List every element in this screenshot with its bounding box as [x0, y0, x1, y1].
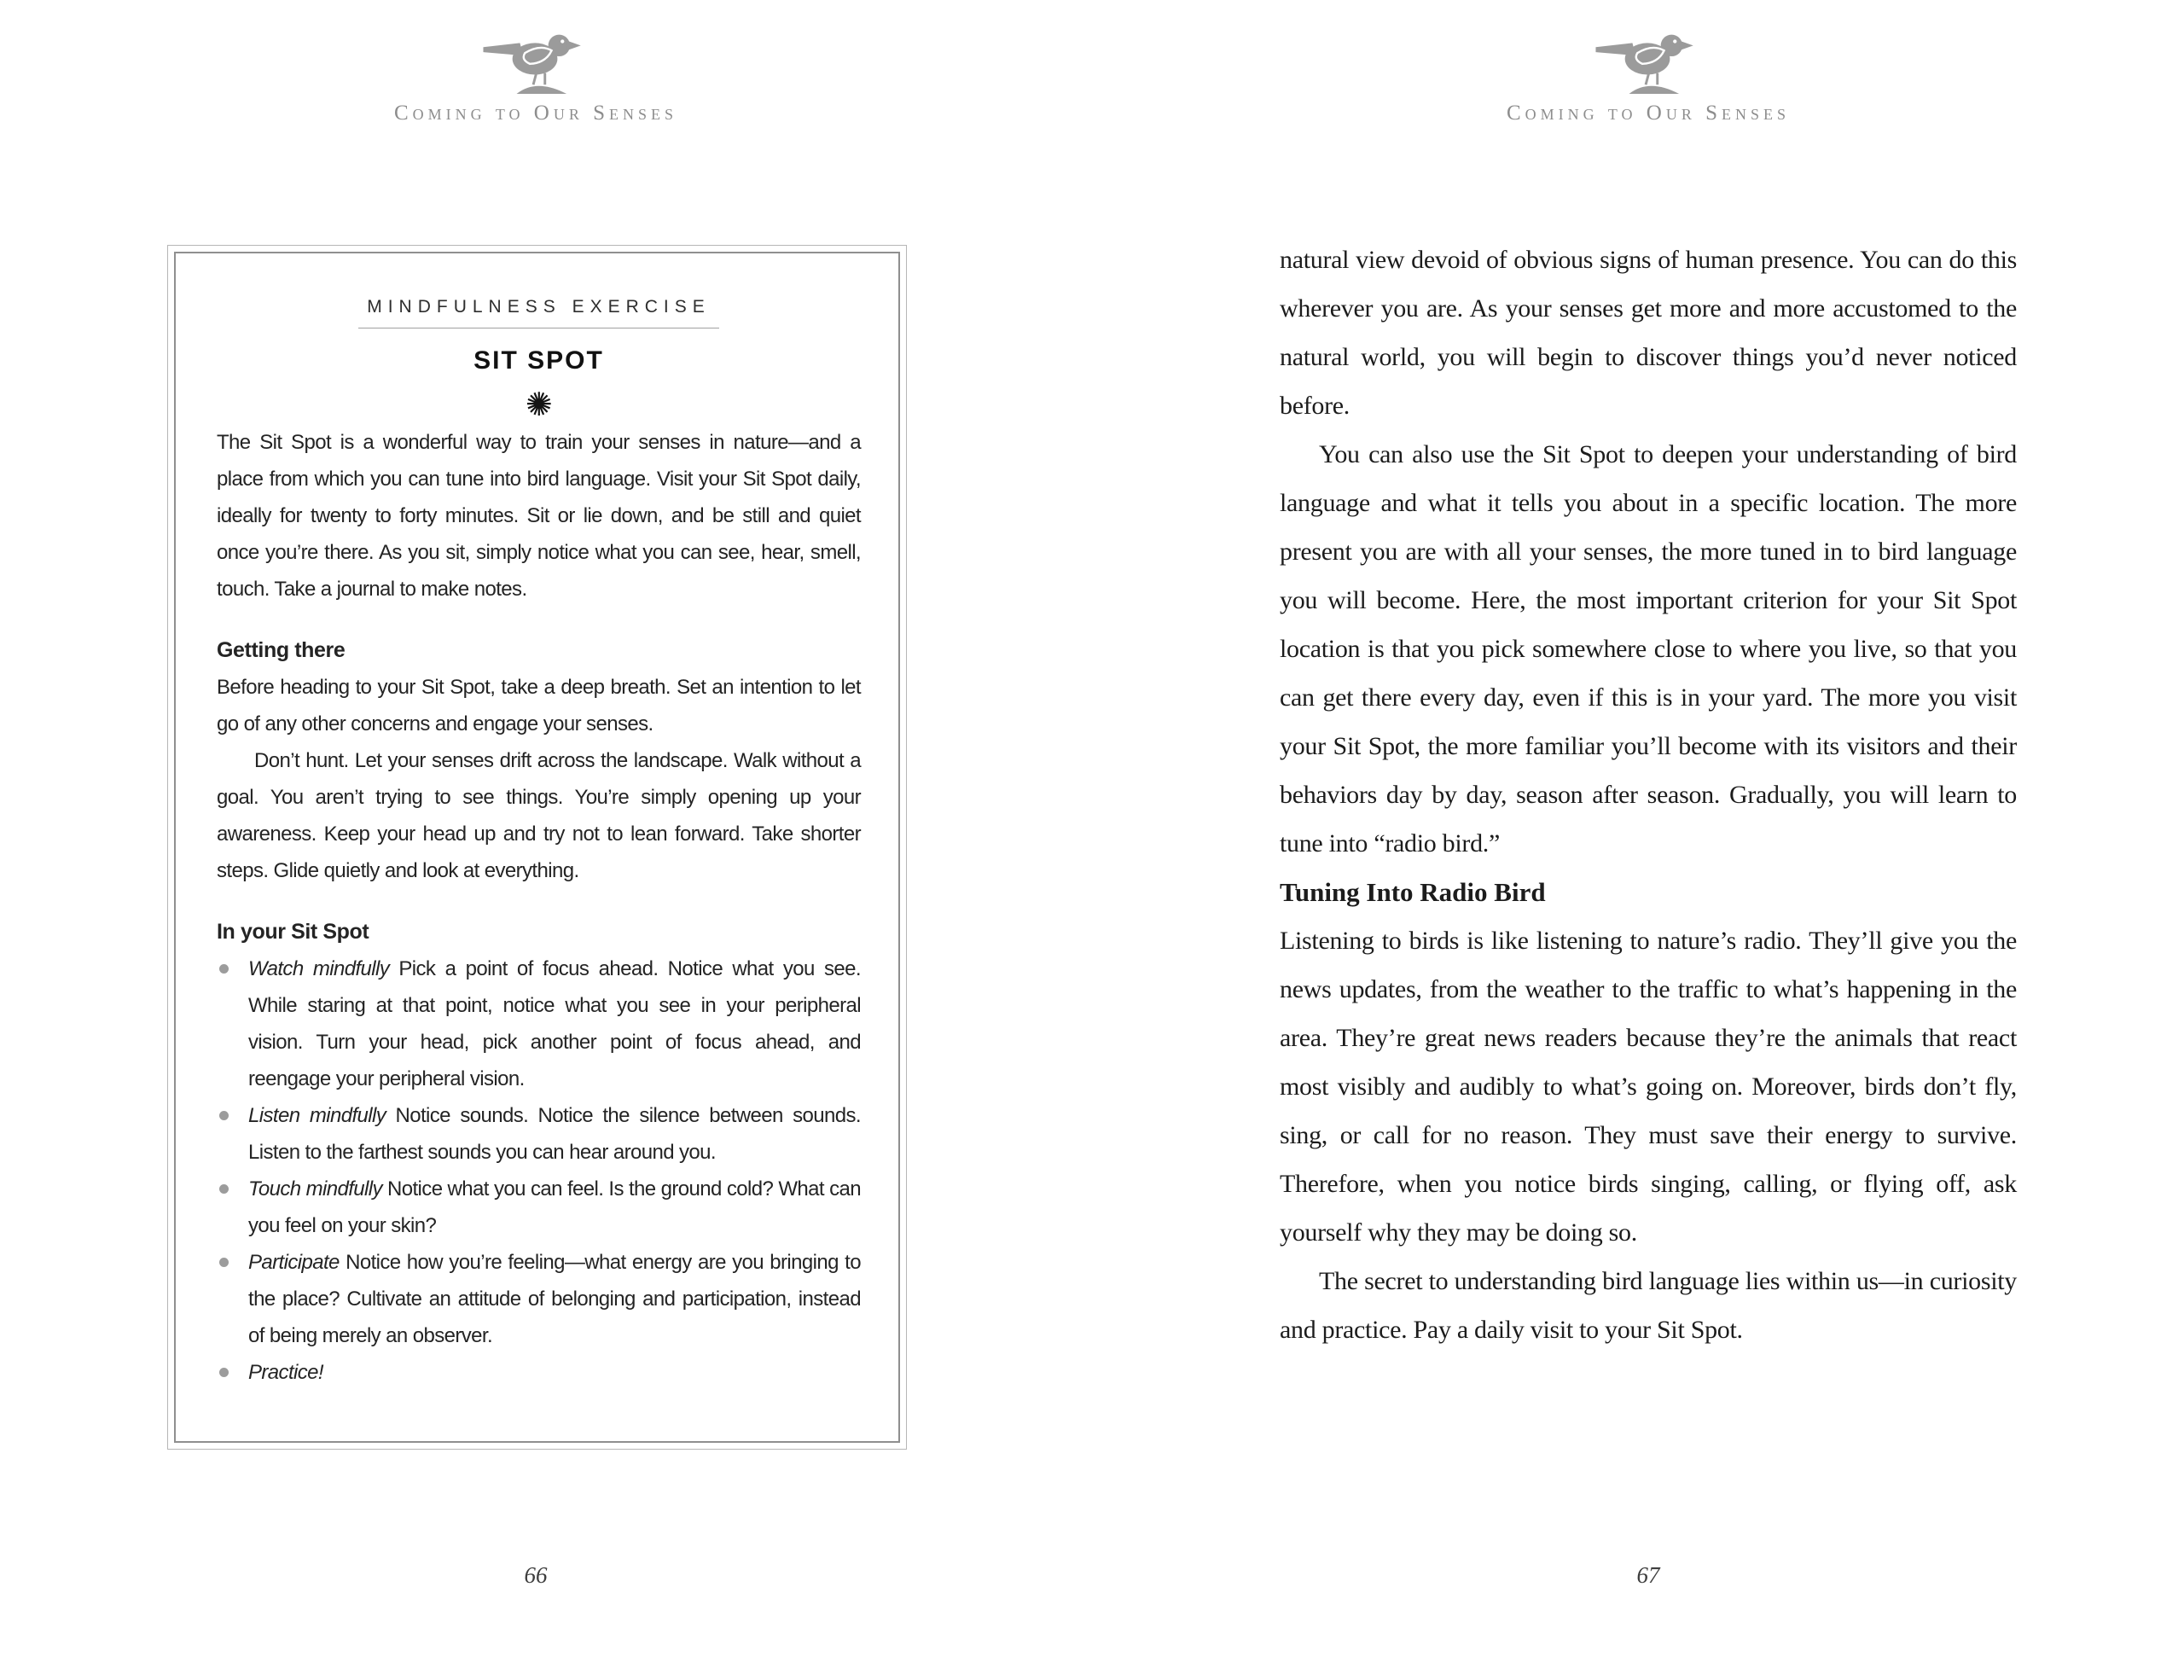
getting-there-paragraph-1: Before heading to your Sit Spot, take a deep breath. Set an intention to let go of any other concerns and engage your senses. — [217, 676, 861, 735]
body-paragraph-continuation: natural view devoid of obvious signs of human presence. You can do this wherever you are. As your senses get more and more accustomed to the natural world, you will begin to discover things you’d never noticed before. — [1280, 246, 2017, 420]
book-title: Coming to Our Senses — [1506, 102, 1791, 125]
body-paragraph-sit-spot-use: You can also use the Sit Spot to deepen your understanding of bird language and what it tells you about in a specific location. The more present you are with all your senses, the more tuned in to bird language you will become. Here, the most important criterion for your Sit Spot location is that you pick somewhere close to where you live, so that you can get there every day, even if this is in your yard. The more you visit your Sit Spot, the more familiar you’ll become with its visitors and their behaviors day by day, season after season. Gradually, you will learn to tune into “radio bird.” — [1280, 440, 2017, 857]
body-paragraph-radio-bird: Listening to birds is like listening to nature’s radio. They’ll give you the news updates, from the weather to the traffic to what’s happening in the area. They’re great news readers because they’re the animals that react most visibly and audibly to what’s going on. Moreover, birds don’t fly, sing, or call for no reason. They must save their energy to survive. Therefore, when you notice birds singing, calling, or flying off, ask yourself why they may be doing so. — [1280, 927, 2017, 1247]
bird-logo-icon — [481, 22, 590, 94]
bullet-text: Notice sounds. Notice the silence between sounds. Listen to the farthest sounds you can hear around you. — [248, 1104, 861, 1164]
exercise-title: SIT SPOT — [473, 346, 604, 375]
exercise-intro-paragraph: The Sit Spot is a wonderful way to train your senses in nature—and a place from which you can tune into bird language. Visit your Sit Spot daily, ideally for twenty to forty minutes. Sit or lie down, and be still and quiet once you’re there. As you sit, simply notice what you can see, hear, smell, touch. Take a journal to make notes. — [217, 431, 861, 601]
bullet-lead: Listen mindfully — [248, 1104, 386, 1127]
bird-logo-icon — [1594, 22, 1703, 94]
bullet-lead: Touch mindfully — [248, 1177, 382, 1200]
bullet-touch-mindfully — [217, 1171, 861, 1244]
bullet-text: Pick a point of focus ahead. Notice what you see. While staring at that point, notice what you see in your peripheral vision. Turn your head, pick another point of focus ahead, and reengage your peripheral vision. — [248, 957, 861, 1090]
left-running-header — [237, 22, 834, 125]
bullet-listen-mindfully — [217, 1097, 861, 1171]
bullet-participate — [217, 1244, 861, 1354]
exercise-box — [167, 245, 907, 1450]
right-page-text-column — [1280, 235, 2017, 1354]
bullet-lead: Watch mindfully — [248, 957, 390, 980]
exercise-kicker: MINDFULNESS EXERCISE — [358, 297, 719, 328]
right-page-number: 67 — [1636, 1562, 1660, 1588]
left-page-number: 66 — [524, 1562, 548, 1588]
getting-there-paragraph-2: Don’t hunt. Let your senses drift across the landscape. Walk without a goal. You aren’t trying to see things. You’re simply opening up your awareness. Keep your head up and try not to lean forward. Take shorter steps. Glide quietly and look at everything. — [217, 749, 861, 882]
right-running-header — [1350, 22, 1947, 125]
in-your-sit-spot-heading: In your Sit Spot — [217, 920, 369, 944]
sunburst-ornament: ✺ — [525, 387, 553, 423]
exercise-box-inner — [174, 252, 900, 1443]
bullet-lead: Practice! — [248, 1361, 323, 1384]
bullet-text: Notice what you can feel. Is the ground cold? What can you feel on your skin? — [248, 1177, 861, 1237]
sit-spot-bullet-list — [217, 950, 861, 1391]
bullet-text: Notice how you’re feeling—what energy are you bringing to the place? Cultivate an attitude of belonging and participation, instead of being merely an observer. — [248, 1251, 861, 1347]
bullet-lead: Participate — [248, 1251, 340, 1274]
bullet-practice — [217, 1354, 861, 1391]
book-title: Coming to Our Senses — [393, 102, 678, 125]
tuning-into-radio-bird-heading: Tuning Into Radio Bird — [1280, 877, 1546, 907]
getting-there-heading: Getting there — [217, 638, 346, 662]
bullet-watch-mindfully — [217, 950, 861, 1097]
body-paragraph-secret: The secret to understanding bird language lies within us—in curiosity and practice. Pay a daily visit to your Sit Spot. — [1280, 1267, 2017, 1344]
